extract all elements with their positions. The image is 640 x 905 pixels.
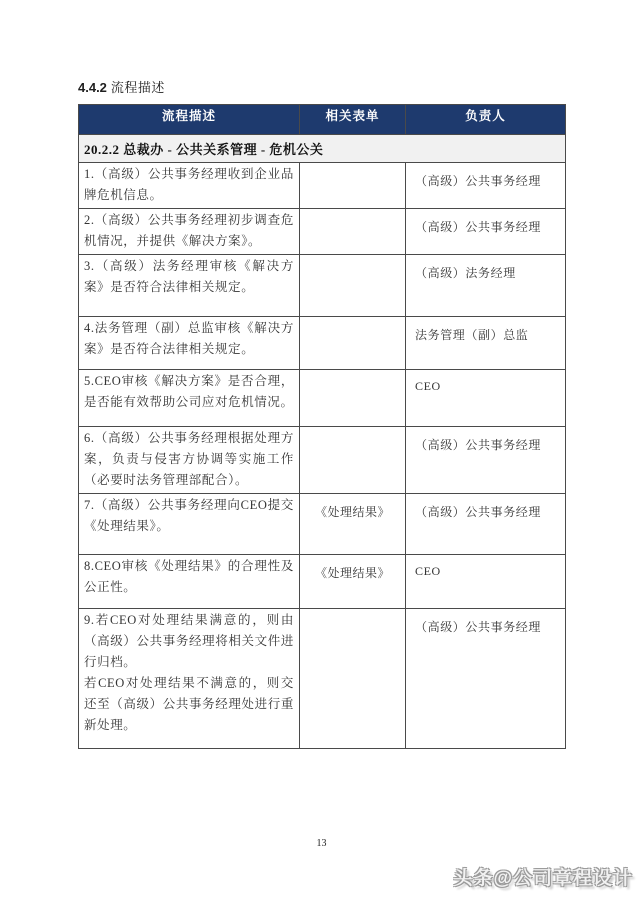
column-header-form: 相关表单 [300,105,406,135]
group-header-row [79,135,566,163]
desc-cell: 2.（高级）公共事务经理初步调查危机情况，并提供《解决方案》。 [79,209,300,255]
table-header-row [79,105,566,135]
table-row [79,609,566,749]
desc-cell: 5.CEO审核《解决方案》是否合理，是否能有效帮助公司应对危机情况。 [79,370,300,427]
section-title: 流程描述 [110,80,165,95]
owner-cell: （高级）公共事务经理 [406,494,566,555]
desc-cell: 3.（高级）法务经理审核《解决方案》是否符合法律相关规定。 [79,255,300,317]
owner-cell: 法务管理（副）总监 [406,317,566,370]
group-header: 20.2.2 总裁办 - 公共关系管理 - 危机公关 [79,135,566,163]
owner-cell: （高级）公共事务经理 [406,209,566,255]
form-cell [300,427,406,494]
form-cell: 《处理结果》 [300,494,406,555]
section-heading [78,80,565,95]
table-row [79,163,566,209]
owner-cell: CEO [406,555,566,609]
desc-cell: 6.（高级）公共事务经理根据处理方案，负责与侵害方协调等实施工作（必要时法务管理部配合）。 [79,427,300,494]
desc-cell: 7.（高级）公共事务经理向CEO提交《处理结果》。 [79,494,300,555]
table-row [79,255,566,317]
page-content [78,80,565,849]
table-row [79,317,566,370]
table-row [79,555,566,609]
desc-cell: 4.法务管理（副）总监审核《解决方案》是否符合法律相关规定。 [79,317,300,370]
form-cell [300,370,406,427]
table-row [79,427,566,494]
desc-cell: 1.（高级）公共事务经理收到企业品牌危机信息。 [79,163,300,209]
table-body [79,135,566,749]
section-number: 4.4.2 [78,80,107,95]
owner-cell: （高级）公共事务经理 [406,427,566,494]
column-header-owner: 负责人 [406,105,566,135]
owner-cell: （高级）法务经理 [406,255,566,317]
form-cell [300,317,406,370]
owner-cell: （高级）公共事务经理 [406,163,566,209]
desc-cell: 8.CEO审核《处理结果》的合理性及公正性。 [79,555,300,609]
owner-cell: （高级）公共事务经理 [406,609,566,749]
table-row [79,209,566,255]
form-cell [300,255,406,317]
owner-cell: CEO [406,370,566,427]
table-row [79,370,566,427]
watermark: 头条@公司章程设计 [453,868,633,889]
page-number: 13 [316,838,327,849]
form-cell [300,163,406,209]
process-table [78,104,566,749]
form-cell [300,209,406,255]
table-row [79,494,566,555]
form-cell: 《处理结果》 [300,555,406,609]
form-cell [300,609,406,749]
desc-cell: 9.若CEO对处理结果满意的，则由（高级）公共事务经理将相关文件进行归档。 若CEO对处理结果不满意的，则交还至（高级）公共事务经理处进行重新处理。 [79,609,300,749]
column-header-desc: 流程描述 [79,105,300,135]
